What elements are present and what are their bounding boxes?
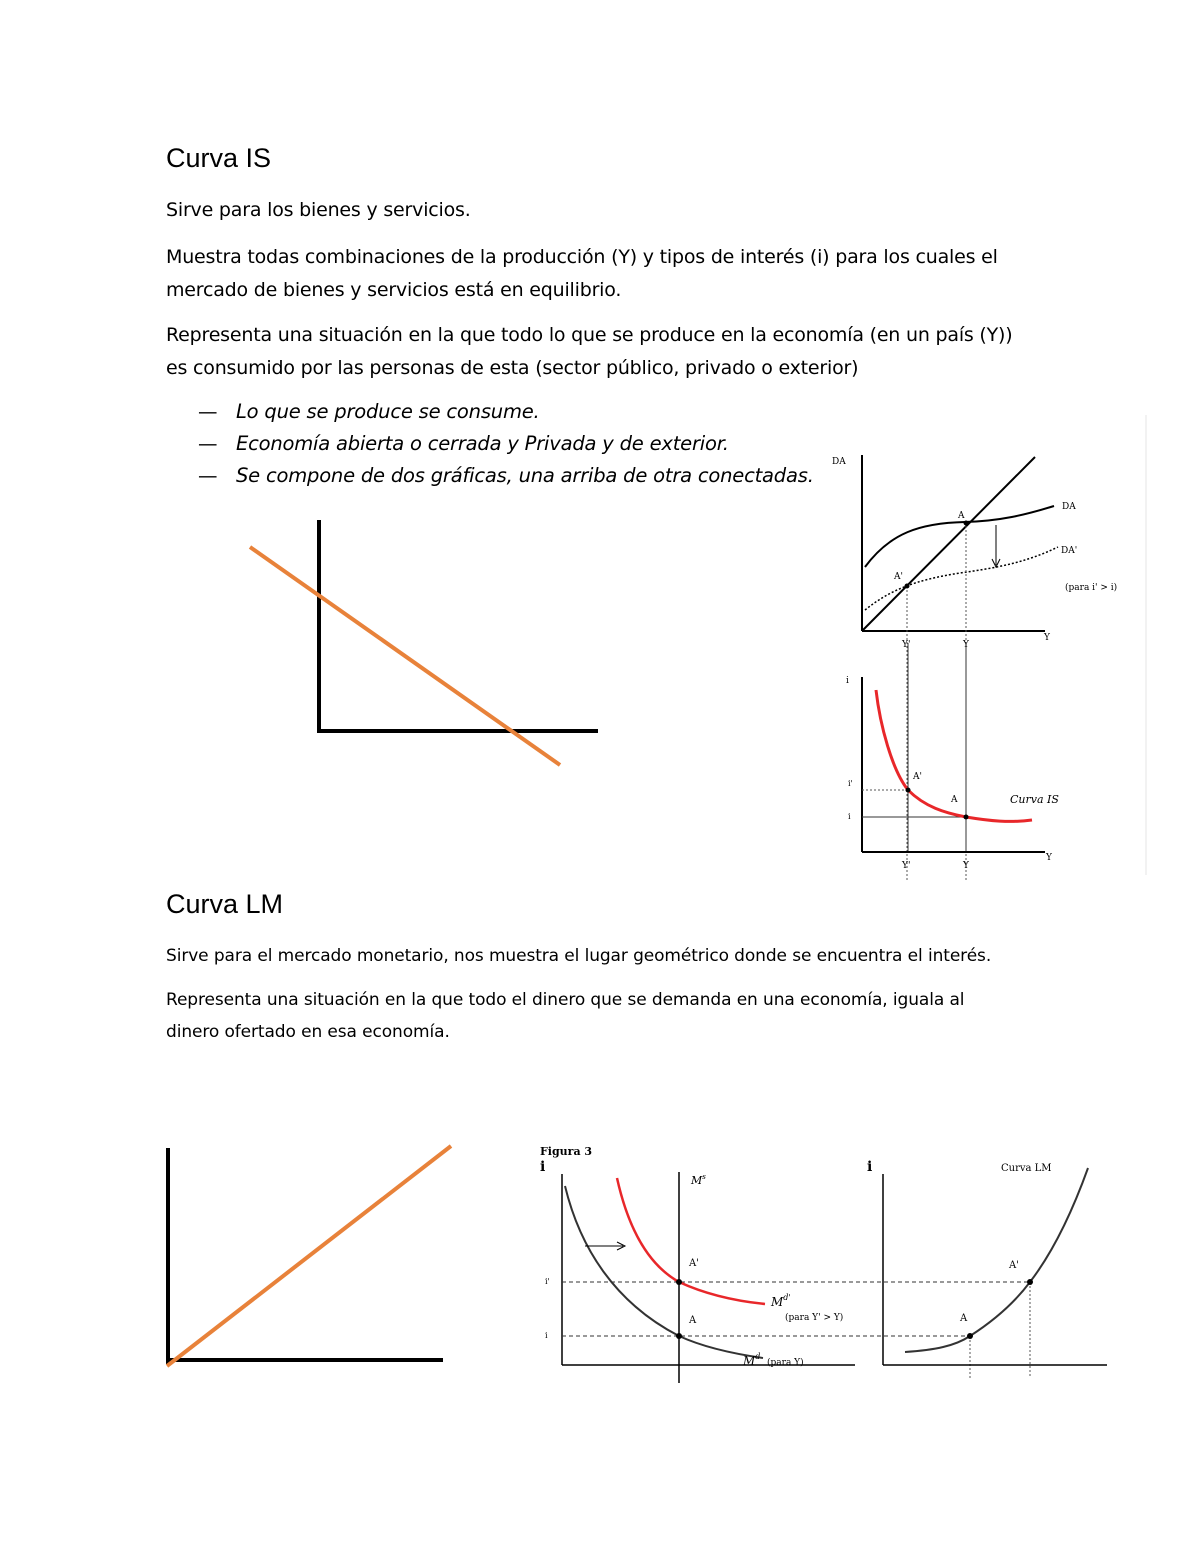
point-a-prime	[905, 584, 910, 589]
is-paragraph-1: Sirve para los bienes y servicios.	[166, 199, 471, 221]
bottom-y-axis-label: i	[846, 676, 849, 686]
lm-point-a-prime	[676, 1279, 682, 1285]
top-tick-y-prime: Y'	[902, 640, 911, 650]
is-paragraph-2-line-2: mercado de bienes y servicios está en equilibrio.	[166, 279, 622, 301]
bottom-x-axis-label: Y	[1046, 853, 1052, 863]
is-figure	[820, 405, 1150, 880]
bottom-tick-y: Y	[963, 861, 969, 871]
point-a	[964, 521, 969, 526]
is-curve-label: Curva IS	[1010, 793, 1059, 806]
bottom-tick-y-prime: Y'	[902, 861, 911, 871]
is-point-a	[964, 815, 969, 820]
tick-i: i	[848, 812, 851, 821]
lm-paragraph-1: Sirve para el mercado monetario, nos muestra el lugar geométrico donde se encuentra el interés.	[166, 946, 992, 966]
bullet-text: Lo que se produce se consume.	[236, 400, 540, 423]
is-point-a-label: A	[951, 795, 958, 805]
lm-heading: Curva LM	[166, 889, 284, 919]
da-label: DA	[1062, 502, 1076, 512]
tick-i-prime: i'	[848, 779, 853, 788]
bullet-item	[198, 432, 729, 455]
right-y-axis-label: i	[867, 1159, 873, 1175]
lm-paragraph-2-line-2: dinero ofertado en esa economía.	[166, 1022, 450, 1042]
dash-marker: —	[198, 432, 218, 455]
is-sketch	[240, 510, 610, 775]
lm-curve-label: Curva LM	[1001, 1163, 1052, 1174]
lm-figure	[535, 1138, 1110, 1383]
md-condition: (para Y)	[767, 1358, 804, 1368]
lm-point-a-prime-label: A'	[689, 1258, 699, 1269]
dash-marker: —	[198, 400, 218, 423]
lm-right-point-a-label: A	[960, 1313, 968, 1324]
lm-right-point-a-prime	[1027, 1279, 1033, 1285]
condition-label: (para i' > i)	[1065, 583, 1118, 593]
tick-i-prime: i'	[545, 1277, 550, 1286]
top-x-axis-label: Y	[1044, 633, 1050, 643]
bullet-item	[198, 464, 814, 487]
da-prime-label: DA'	[1061, 546, 1078, 556]
supply-label: $M^s$	[691, 1173, 706, 1187]
is-paragraph-3-line-2: es consumido por las personas de esta (sector público, privado o exterior)	[166, 357, 859, 379]
is-point-a-prime-label: A'	[913, 772, 922, 782]
top-y-axis-label: DA	[832, 457, 846, 467]
left-y-axis-label: i	[540, 1159, 546, 1175]
is-paragraph-3-line-1: Representa una situación en la que todo lo que se produce en la economía (en un país (Y))	[166, 324, 1013, 346]
md-prime-label: $M^{d'}$	[771, 1293, 791, 1309]
dash-marker: —	[198, 464, 218, 487]
md-prime-condition: (para Y' > Y)	[785, 1313, 844, 1323]
lm-right-point-a	[967, 1333, 973, 1339]
is-paragraph-2-line-1: Muestra todas combinaciones de la producción (Y) y tipos de interés (i) para los cuales el	[166, 246, 998, 268]
md-label: $M^d$	[743, 1352, 761, 1368]
bullet-text: Se compone de dos gráficas, una arriba de otra conectadas.	[236, 464, 814, 487]
lm-sketch	[155, 1138, 455, 1373]
top-tick-y: Y	[963, 640, 969, 650]
is-point-a-prime	[906, 788, 911, 793]
figure-title: Figura 3	[540, 1145, 593, 1158]
lm-point-a	[676, 1333, 682, 1339]
point-a-prime-label: A'	[894, 572, 903, 582]
is-heading: Curva IS	[166, 143, 272, 173]
lm-paragraph-2-line-1: Representa una situación en la que todo el dinero que se demanda en una economía, iguala al	[166, 990, 965, 1010]
tick-i: i	[545, 1331, 548, 1340]
bullet-text: Economía abierta o cerrada y Privada y de exterior.	[236, 432, 729, 455]
sketch-lm-line	[167, 1146, 451, 1366]
bullet-item	[198, 400, 540, 423]
lm-point-a-label: A	[689, 1315, 697, 1326]
point-a-label: A	[958, 511, 965, 521]
lm-right-point-a-prime-label: A'	[1009, 1260, 1019, 1271]
